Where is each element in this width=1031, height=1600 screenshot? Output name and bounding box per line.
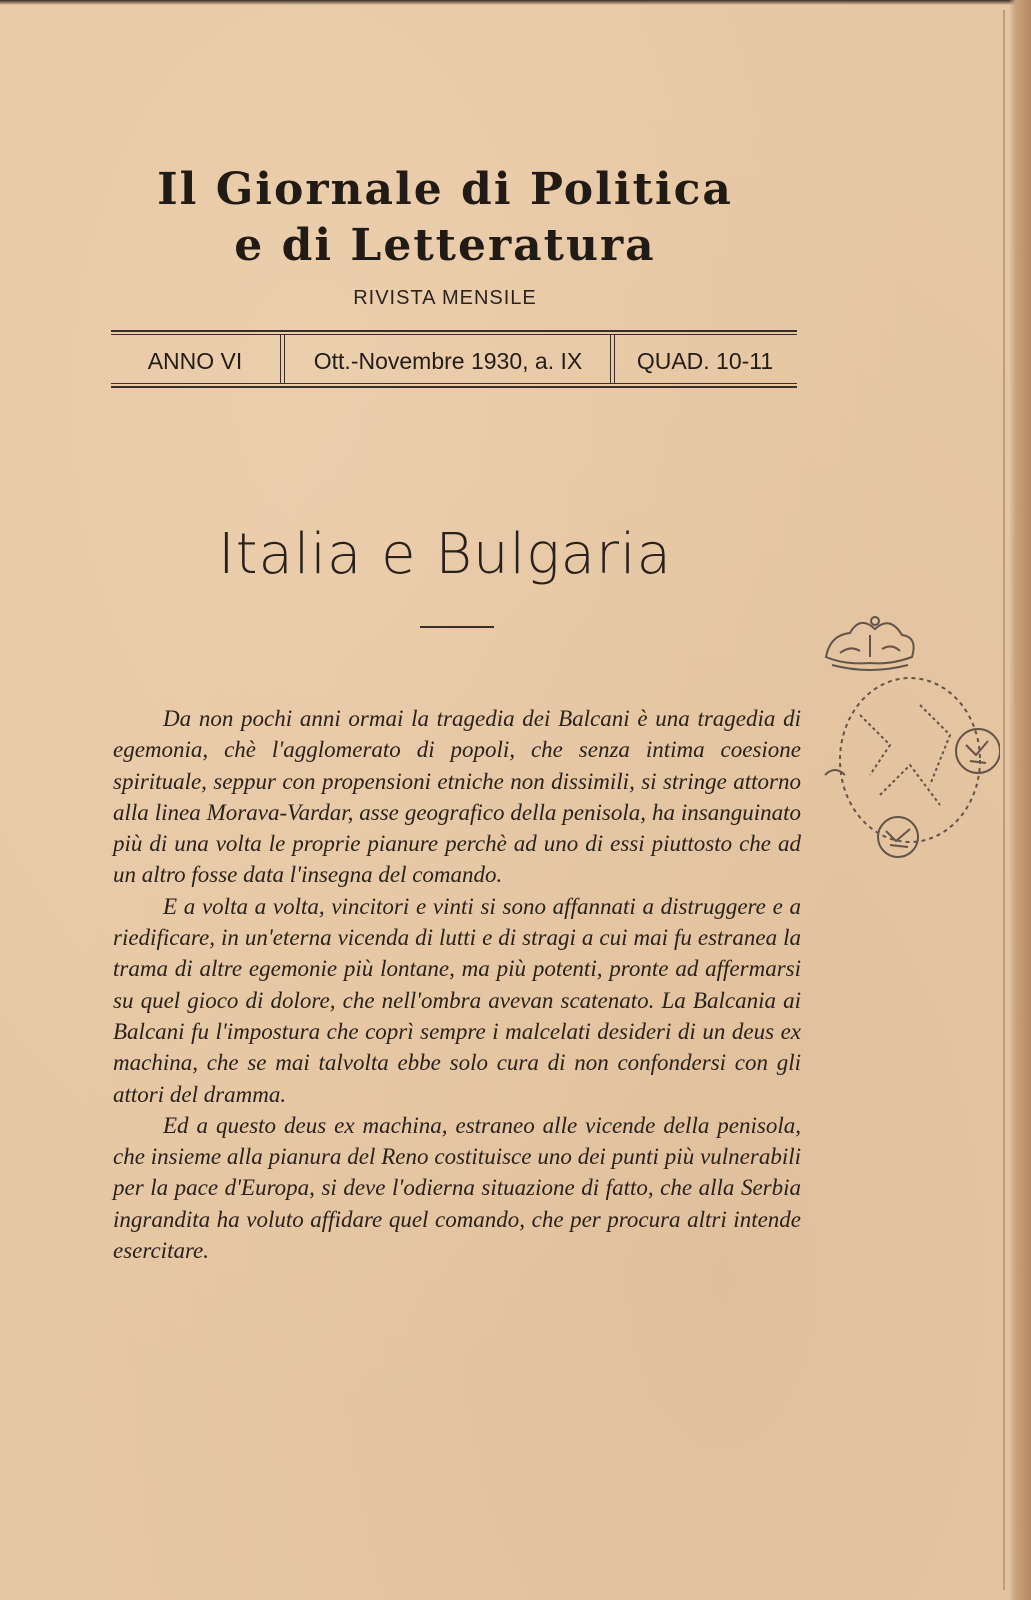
separator-2 xyxy=(610,335,615,383)
page-right-edge-line xyxy=(1003,10,1005,1590)
date-label: Ott.-Novembre 1930, a. IX xyxy=(313,347,583,374)
title-divider xyxy=(420,626,494,628)
issue-info-bar xyxy=(111,330,797,388)
bottom-rule-inner xyxy=(111,383,797,384)
crown-library-stamp-icon xyxy=(820,605,1000,875)
paragraph-3: Ed a questo deus ex machina, estraneo alle vicende della penisola, che insieme alla pianura del Reno costituisce uno dei punti più vulnerabili per la pace d'Europa, si deve l'odierna situazione di fatto, che alla Serbia ingrandita ha voluto affidare quel comando, che per procura altri intende esercitare. xyxy=(113,1112,801,1264)
bottom-rule xyxy=(111,386,797,388)
page-top-shadow xyxy=(0,0,1031,5)
journal-title-line-2: e di Letteratura xyxy=(234,220,656,271)
top-rule-inner xyxy=(111,334,797,335)
article-body xyxy=(113,703,801,1266)
paragraph-2: E a volta a volta, vincitori e vinti si sono affannati a distruggere e a riedificare, in un'eterna vicenda di lutti e di stragi a cui mai fu estranea la trama di altre egemonie più lontane, ma più potenti, pronte ad affermarsi su quel gioco di dolore, che nell'ombra avevan scatenato. La Balcania ai Balcani fu l'impostura che coprì sempre i malcelati desideri di un deus ex machina, che se mai talvolta ebbe solo cura di non confondersi con gli attori del dramma. xyxy=(113,893,801,1107)
journal-title-line-1: Il Giornale di Politica xyxy=(157,164,733,215)
volume-label: ANNO VI xyxy=(147,347,243,374)
journal-title xyxy=(100,162,790,274)
journal-subtitle: RIVISTA MENSILE xyxy=(353,287,537,309)
issue-number-label: QUAD. 10-11 xyxy=(636,347,774,374)
article-title: Italia e Bulgaria xyxy=(218,522,672,587)
page-right-edge xyxy=(1009,0,1031,1600)
top-rule xyxy=(111,330,797,332)
paragraph-1: Da non pochi anni ormai la tragedia dei Balcani è una tragedia di egemonia, chè l'agglomerato di popoli, che senza intima coesione spirituale, seppur con propensioni etniche non dissimili, si stringe attorno alla linea Morava-Vardar, asse geografico della penisola, ha insanguinato più di una volta le proprie pianure perchè ad uno di essi piuttosto che ad un altro fosse data l'insegna del comando. xyxy=(113,706,801,888)
separator-1 xyxy=(280,335,285,383)
